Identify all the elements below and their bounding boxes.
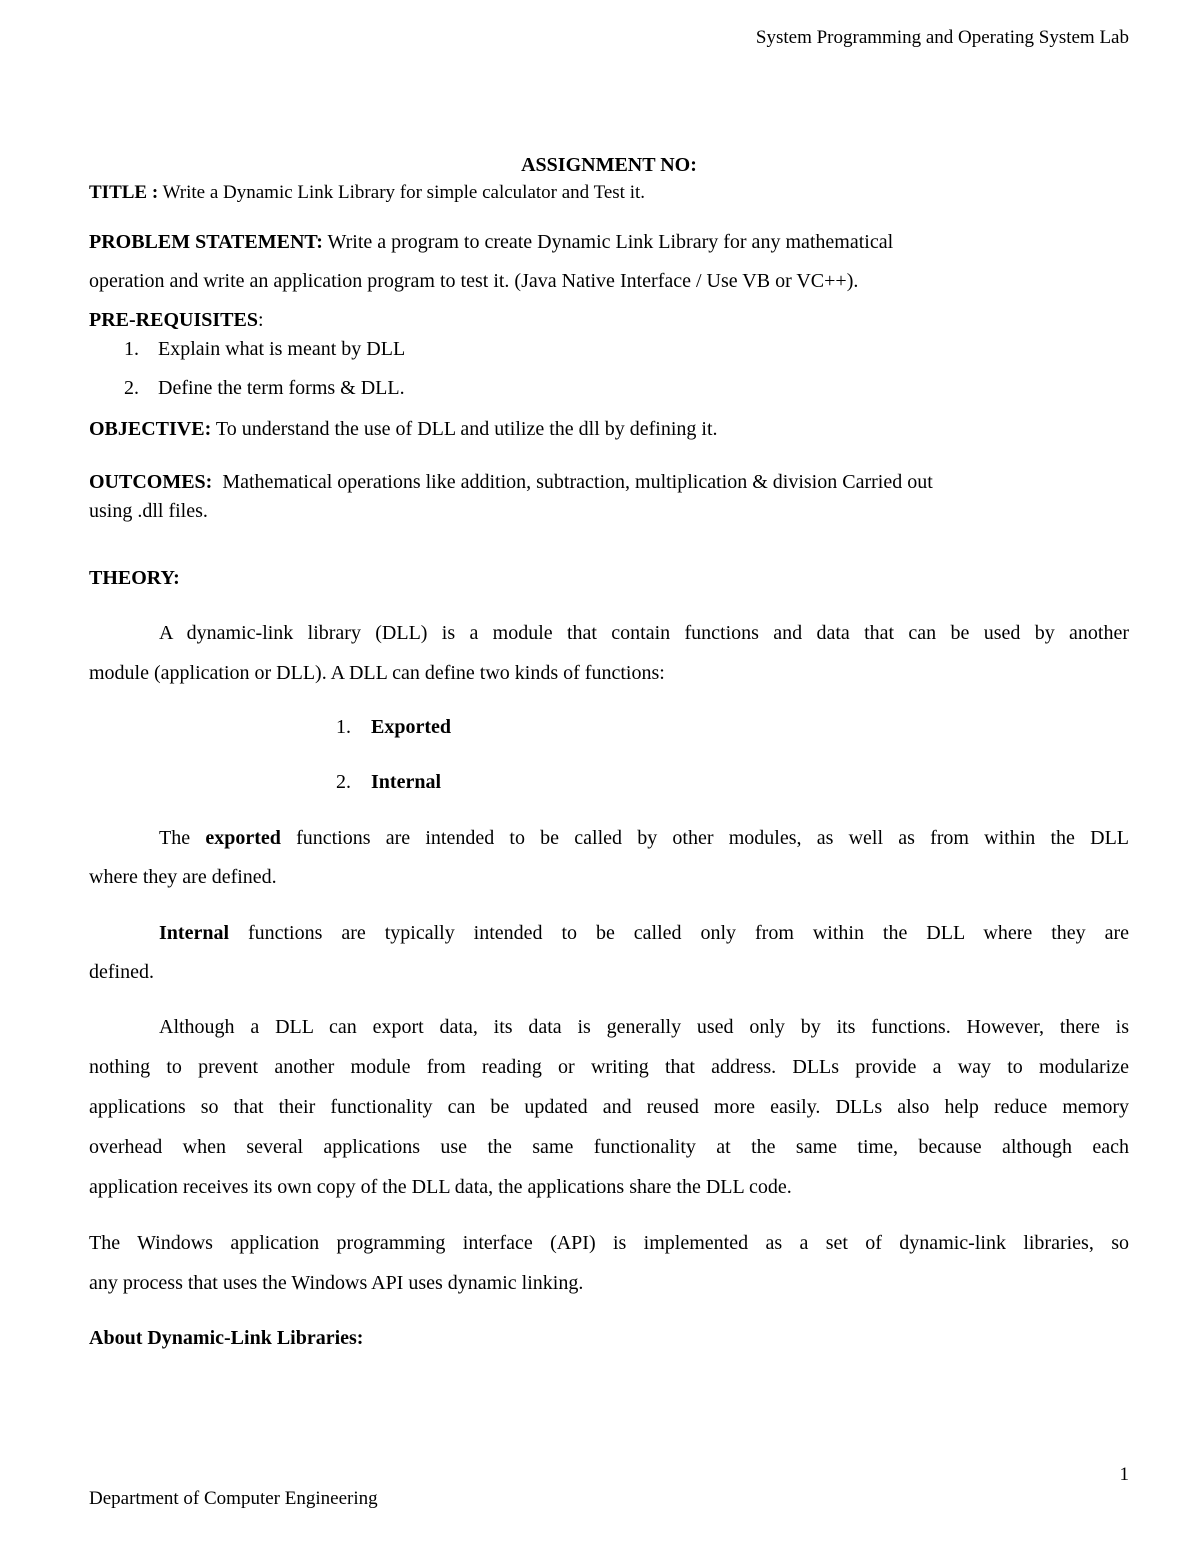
about-dll-heading: About Dynamic-Link Libraries:: [89, 1327, 364, 1349]
title-label: TITLE :: [89, 182, 159, 203]
theory-p1-line1: A dynamic-link library (DLL) is a module that contain functions and data that can be used by another: [159, 622, 1129, 644]
list-text: Explain what is meant by DLL: [158, 338, 406, 360]
running-header: System Programming and Operating System Lab: [755, 27, 1129, 48]
outcomes-text-1: Mathematical operations like addition, subtraction, multiplication & division Carried out: [222, 471, 933, 493]
p3-rest: functions are typically intended to be called only from within the DLL where they are: [247, 922, 1129, 944]
objective-label: OBJECTIVE:: [89, 418, 212, 440]
title-line: [89, 182, 1129, 204]
list-number: 2.: [336, 771, 351, 793]
theory-p4-line3: applications so that their functionality can be updated and reused more easily. DLLs also help reduce memory: [89, 1096, 1129, 1118]
list-text: Internal: [371, 771, 441, 793]
problem-statement-line2: operation and write an application program to test it. (Java Native Interface / Use VB or VC++).: [89, 270, 859, 292]
page-number: 1: [1119, 1464, 1129, 1485]
outcomes-line1: [89, 471, 1129, 494]
prereq-item-2: [124, 377, 1129, 400]
list-number: 2.: [124, 377, 139, 399]
prerequisites-heading: [89, 309, 1129, 332]
theory-p3-line2: defined.: [89, 961, 154, 983]
p2-rest: functions are intended to be called by other modules, as well as from within the DLL: [296, 827, 1130, 849]
objective-text: To understand the use of DLL and utilize the dll by defining it.: [215, 418, 718, 440]
objective-line: [89, 418, 1129, 441]
p2-bold: exported: [205, 827, 281, 849]
assignment-heading: ASSIGNMENT NO:: [521, 154, 697, 176]
theory-p4-line5: application receives its own copy of the DLL data, the applications share the DLL code.: [89, 1176, 792, 1198]
theory-p5-line1: The Windows application programming interface (API) is implemented as a set of dynamic-link libraries, so: [89, 1232, 1129, 1254]
theory-p2-line1: [159, 827, 1129, 850]
theory-heading: THEORY:: [89, 567, 180, 589]
p3-bold: Internal: [159, 922, 229, 944]
theory-p3-line1: [159, 922, 1129, 945]
outcomes-label: OUTCOMES:: [89, 471, 213, 493]
list-number: 1.: [124, 338, 139, 360]
problem-label: PROBLEM STATEMENT:: [89, 231, 323, 253]
list-number: 1.: [336, 716, 351, 738]
prereq-label: PRE-REQUISITES: [89, 309, 258, 331]
theory-p4-line2: nothing to prevent another module from reading or writing that address. DLLs provide a way to modularize: [89, 1056, 1129, 1078]
title-text: Write a Dynamic Link Library for simple calculator and Test it.: [162, 182, 646, 203]
kind-item-exported: [336, 716, 1129, 739]
list-text: Define the term forms & DLL.: [158, 377, 405, 399]
theory-p1-line2: module (application or DLL). A DLL can define two kinds of functions:: [89, 662, 665, 684]
problem-text-1: Write a program to create Dynamic Link Library for any mathematical: [327, 231, 894, 253]
footer-department: Department of Computer Engineering: [89, 1488, 378, 1509]
prereq-item-1: [124, 338, 1129, 361]
theory-p5-line2: any process that uses the Windows API uses dynamic linking.: [89, 1272, 584, 1294]
outcomes-line2: using .dll files.: [89, 500, 208, 522]
theory-p4-line1: Although a DLL can export data, its data is generally used only by its functions. However, there is: [159, 1016, 1129, 1038]
p2-prefix: The: [159, 827, 191, 849]
list-text: Exported: [371, 716, 451, 738]
theory-p4-line4: overhead when several applications use the same functionality at the same time, because although each: [89, 1136, 1129, 1158]
theory-p2-line2: where they are defined.: [89, 866, 277, 888]
kind-item-internal: [336, 771, 1129, 794]
prereq-colon: :: [257, 309, 264, 331]
problem-statement-line1: [89, 231, 1129, 254]
